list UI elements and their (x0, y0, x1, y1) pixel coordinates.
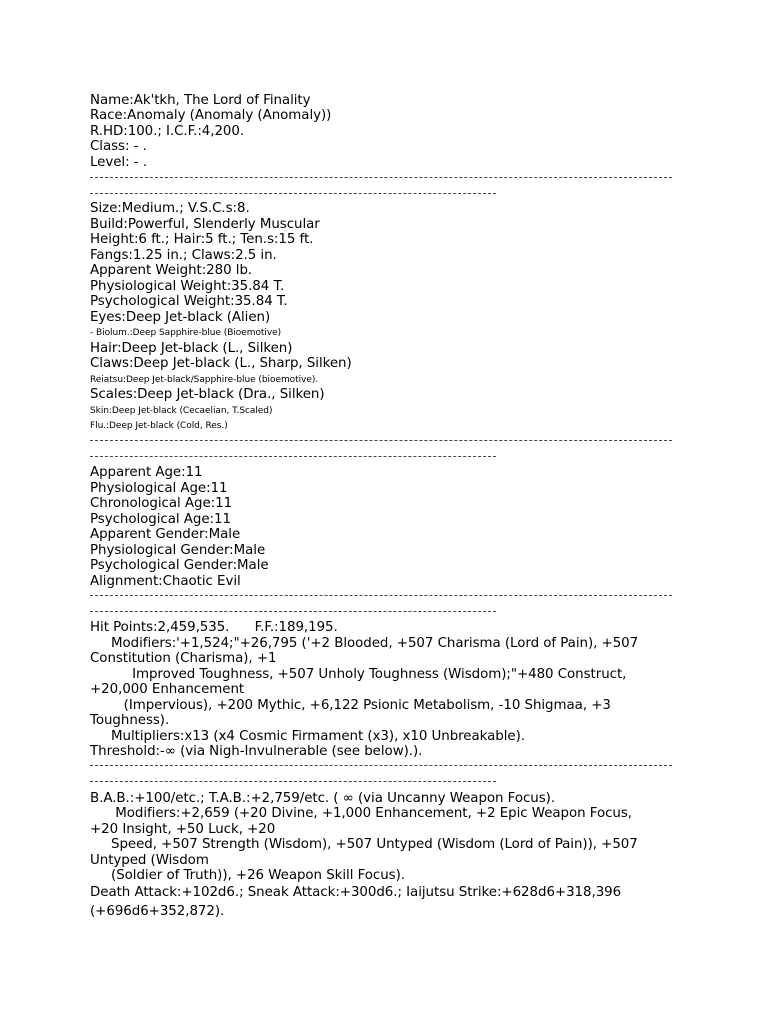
build-line: Build:Powerful, Slenderly Muscular (90, 217, 320, 232)
attack-modifiers-line: Modifiers:+2,659 (+20 Divine, +1,000 Enhancement, +2 Epic Weapon Focus, (90, 806, 632, 821)
physiological-gender-line: Physiological Gender:Male (90, 543, 266, 558)
height-line: Height:6 ft.; Hair:5 ft.; Ten.s:15 ft. (90, 232, 314, 247)
section-divider (90, 170, 672, 202)
death-attack-line: (+696d6+352,872). (90, 904, 225, 919)
racial-hd-line: R.HD:100.; I.C.F.:4,200. (90, 124, 245, 139)
class-line: Class: - . (90, 139, 147, 154)
attack-modifiers-line: Untyped (Wisdom (90, 853, 209, 868)
hp-multipliers-line: Multipliers:x13 (x4 Cosmic Firmament (x3), x10 Unbreakable). (90, 729, 525, 744)
physiological-age-line: Physiological Age:11 (90, 481, 228, 496)
section-divider (90, 588, 672, 620)
skin-line: Skin:Deep Jet-black (Cecaelian, T.Scaled) (90, 406, 273, 416)
apparent-gender-line: Apparent Gender:Male (90, 527, 241, 542)
hp-modifiers-line: Constitution (Charisma), +1 (90, 651, 277, 666)
name-line: Name:Ak'tkh, The Lord of Finality (90, 93, 311, 108)
hp-modifiers-line: (Impervious), +200 Mythic, +6,122 Psionic Metabolism, -10 Shigmaa, +3 (90, 698, 611, 713)
psychological-gender-line: Psychological Gender:Male (90, 558, 269, 573)
psychological-age-line: Psychological Age:11 (90, 512, 231, 527)
size-line: Size:Medium.; V.S.C.s:8. (90, 201, 250, 216)
reiatsu-line: Reiatsu:Deep Jet-black/Sapphire-blue (bioemotive). (90, 375, 319, 385)
claws-line: Claws:Deep Jet-black (L., Sharp, Silken) (90, 356, 352, 371)
biolum-line: - Biolum.:Deep Sapphire-blue (Bioemotive) (90, 328, 282, 338)
hp-modifiers-line: Modifiers:'+1,524;"+26,795 ('+2 Blooded, +507 Charisma (Lord of Pain), +507 (90, 636, 639, 651)
section-divider (90, 758, 672, 790)
base-attack-line: B.A.B.:+100/etc.; T.A.B.:+2,759/etc. ( ∞ (via Uncanny Weapon Focus). (90, 791, 556, 806)
race-line: Race:Anomaly (Anomaly (Anomaly)) (90, 108, 332, 123)
attack-modifiers-line: Speed, +507 Strength (Wisdom), +507 Untyped (Wisdom (Lord of Pain)), +507 (90, 837, 638, 852)
chronological-age-line: Chronological Age:11 (90, 496, 233, 511)
fangs-line: Fangs:1.25 in.; Claws:2.5 in. (90, 248, 277, 263)
hp-modifiers-line: +20,000 Enhancement (90, 682, 245, 697)
hp-modifiers-line: Toughness). (90, 713, 170, 728)
eyes-line: Eyes:Deep Jet-black (Alien) (90, 310, 271, 325)
flu-line: Flu.:Deep Jet-black (Cold, Res.) (90, 421, 228, 431)
apparent-age-line: Apparent Age:11 (90, 465, 203, 480)
hit-points-line: Hit Points:2,459,535. F.F.:189,195. (90, 620, 338, 635)
hair-line: Hair:Deep Jet-black (L., Silken) (90, 341, 293, 356)
apparent-weight-line: Apparent Weight:280 lb. (90, 263, 253, 278)
hp-threshold-line: Threshold:-∞ (via Nigh-Invulnerable (see below).). (90, 744, 423, 759)
alignment-line: Alignment:Chaotic Evil (90, 574, 241, 589)
physiological-weight-line: Physiological Weight:35.84 T. (90, 279, 285, 294)
level-line: Level: - . (90, 155, 147, 170)
section-divider (90, 433, 672, 465)
psychological-weight-line: Psychological Weight:35.84 T. (90, 294, 288, 309)
scales-line: Scales:Deep Jet-black (Dra., Silken) (90, 387, 325, 402)
hp-modifiers-line: Improved Toughness, +507 Unholy Toughness (Wisdom);"+480 Construct, (90, 667, 627, 682)
death-attack-line: Death Attack:+102d6.; Sneak Attack:+300d6.; Iaijutsu Strike:+628d6+318,396 (90, 885, 622, 900)
attack-modifiers-line: (Soldier of Truth)), +26 Weapon Skill Focus). (90, 868, 405, 883)
attack-modifiers-line: +20 Insight, +50 Luck, +20 (90, 822, 276, 837)
